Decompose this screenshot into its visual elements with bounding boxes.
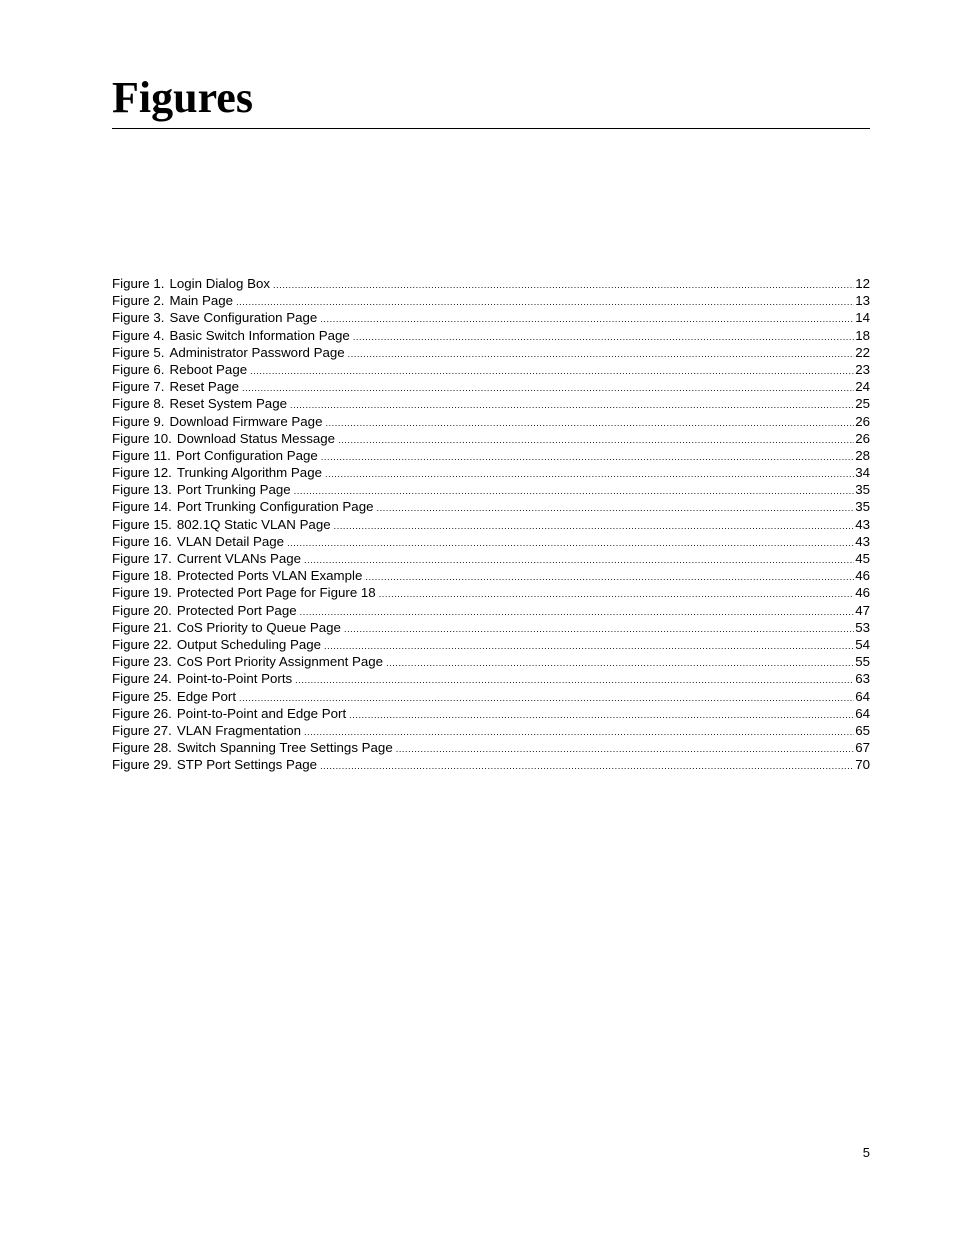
figure-list-item[interactable] bbox=[112, 361, 870, 378]
figure-list-item[interactable] bbox=[112, 653, 870, 670]
figure-number: Figure 20. bbox=[112, 602, 172, 618]
figure-list bbox=[112, 275, 870, 773]
figure-entry-text bbox=[112, 309, 317, 326]
figure-page-number: 34 bbox=[855, 465, 870, 481]
figure-number: Figure 22. bbox=[112, 636, 172, 652]
figure-number: Figure 18. bbox=[112, 568, 172, 584]
dot-leader bbox=[242, 380, 854, 397]
figure-page-number: 54 bbox=[855, 636, 870, 652]
figure-number: Figure 29. bbox=[112, 757, 172, 773]
figure-title: Reset System Page bbox=[169, 396, 287, 412]
figure-list-item[interactable] bbox=[112, 344, 870, 361]
figure-list-item[interactable] bbox=[112, 636, 870, 653]
figure-number: Figure 12. bbox=[112, 465, 172, 481]
figure-page-number: 14 bbox=[855, 310, 870, 326]
figure-page-number: 35 bbox=[855, 499, 870, 515]
dot-leader bbox=[324, 638, 854, 655]
dot-leader bbox=[396, 741, 854, 758]
dot-leader bbox=[250, 363, 854, 380]
dot-leader bbox=[321, 449, 854, 466]
dot-leader bbox=[290, 397, 854, 414]
figure-number: Figure 25. bbox=[112, 688, 172, 704]
figure-entry-text bbox=[112, 361, 247, 378]
figure-list-item[interactable] bbox=[112, 275, 870, 292]
figure-page-number: 46 bbox=[855, 568, 870, 584]
figure-number: Figure 24. bbox=[112, 671, 172, 687]
figure-entry-text bbox=[112, 481, 291, 498]
dot-leader bbox=[344, 621, 854, 638]
dot-leader bbox=[349, 707, 854, 724]
dot-leader bbox=[320, 311, 854, 328]
figure-entry-text bbox=[112, 447, 318, 464]
figure-list-item[interactable] bbox=[112, 584, 870, 601]
figure-page-number: 24 bbox=[855, 379, 870, 395]
figure-list-item[interactable] bbox=[112, 567, 870, 584]
figure-list-item[interactable] bbox=[112, 292, 870, 309]
dot-leader bbox=[334, 518, 855, 535]
figure-title: Reset Page bbox=[169, 379, 239, 395]
figure-list-item[interactable] bbox=[112, 705, 870, 722]
figure-page-number: 43 bbox=[855, 516, 870, 532]
dot-leader bbox=[377, 500, 855, 517]
figure-number: Figure 11. bbox=[112, 447, 171, 463]
figure-list-item[interactable] bbox=[112, 395, 870, 412]
figure-number: Figure 15. bbox=[112, 516, 172, 532]
figure-title: VLAN Detail Page bbox=[176, 533, 285, 549]
figure-number: Figure 6. bbox=[112, 361, 165, 377]
figure-page-number: 43 bbox=[855, 533, 870, 549]
figure-page-number: 47 bbox=[855, 602, 870, 618]
figure-entry-text bbox=[112, 344, 345, 361]
figure-entry-text bbox=[112, 739, 393, 756]
dot-leader bbox=[320, 758, 854, 775]
figure-title: Protected Ports VLAN Example bbox=[176, 568, 363, 584]
figure-page-number: 18 bbox=[855, 327, 870, 343]
dot-leader bbox=[287, 535, 854, 552]
figure-title: Switch Spanning Tree Settings Page bbox=[176, 740, 393, 756]
figure-page-number: 46 bbox=[855, 585, 870, 601]
figure-list-item[interactable] bbox=[112, 413, 870, 430]
figure-entry-text bbox=[112, 378, 239, 395]
figure-number: Figure 2. bbox=[112, 293, 165, 309]
figure-list-item[interactable] bbox=[112, 447, 870, 464]
dot-leader bbox=[353, 329, 854, 346]
dot-leader bbox=[325, 466, 854, 483]
figure-page-number: 13 bbox=[855, 293, 870, 309]
dot-leader bbox=[294, 483, 854, 500]
figure-title: 802.1Q Static VLAN Page bbox=[176, 516, 331, 532]
figure-entry-text bbox=[112, 722, 301, 739]
figure-title: Download Status Message bbox=[176, 430, 336, 446]
title-rule bbox=[112, 128, 870, 129]
figure-title: VLAN Fragmentation bbox=[176, 722, 302, 738]
figure-number: Figure 23. bbox=[112, 654, 172, 670]
figure-title: Save Configuration Page bbox=[169, 310, 318, 326]
figure-entry-text bbox=[112, 602, 297, 619]
figure-title: Port Trunking Configuration Page bbox=[176, 499, 374, 515]
figure-list-item[interactable] bbox=[112, 602, 870, 619]
figure-entry-text bbox=[112, 584, 376, 601]
dot-leader bbox=[348, 346, 855, 363]
figure-number: Figure 5. bbox=[112, 344, 165, 360]
figure-page-number: 45 bbox=[855, 551, 870, 566]
figure-title: Login Dialog Box bbox=[169, 276, 271, 291]
figure-entry-text bbox=[112, 688, 236, 705]
figure-title: Reboot Page bbox=[169, 361, 248, 377]
figure-title: Port Configuration Page bbox=[175, 447, 318, 463]
figure-entry-text bbox=[112, 756, 317, 773]
figure-page-number: 22 bbox=[855, 344, 870, 360]
figure-title: Protected Port Page for Figure 18 bbox=[176, 585, 376, 601]
figure-entry-text bbox=[112, 430, 335, 447]
dot-leader bbox=[304, 552, 854, 569]
figure-list-item[interactable] bbox=[112, 378, 870, 395]
dot-leader bbox=[295, 672, 854, 689]
figure-entry-text bbox=[112, 670, 292, 687]
figure-number: Figure 7. bbox=[112, 379, 165, 395]
figure-list-item[interactable] bbox=[112, 309, 870, 326]
figure-page-number: 65 bbox=[855, 722, 870, 738]
figure-entry-text bbox=[112, 619, 341, 636]
figure-list-item[interactable] bbox=[112, 688, 870, 705]
figure-entry-text bbox=[112, 498, 374, 515]
figure-list-item[interactable] bbox=[112, 481, 870, 498]
figure-title: Basic Switch Information Page bbox=[169, 327, 350, 343]
figure-title: Download Firmware Page bbox=[169, 413, 323, 429]
figure-number: Figure 21. bbox=[112, 619, 172, 635]
figure-page-number: 28 bbox=[855, 447, 870, 463]
figure-page-number: 12 bbox=[855, 276, 870, 291]
figure-entry-text bbox=[112, 705, 346, 722]
figure-number: Figure 14. bbox=[112, 499, 172, 515]
figure-page-number: 53 bbox=[855, 619, 870, 635]
figure-title: Edge Port bbox=[176, 688, 237, 704]
figure-page-number: 64 bbox=[855, 688, 870, 704]
figure-entry-text bbox=[112, 636, 321, 653]
figure-number: Figure 13. bbox=[112, 482, 172, 498]
figure-page-number: 26 bbox=[855, 413, 870, 429]
figure-list-item[interactable] bbox=[112, 739, 870, 756]
dot-leader bbox=[386, 655, 854, 672]
figure-page-number: 63 bbox=[855, 671, 870, 687]
figure-page-number: 23 bbox=[855, 361, 870, 377]
figure-page-number: 26 bbox=[855, 430, 870, 446]
figure-number: Figure 27. bbox=[112, 722, 172, 738]
figure-number: Figure 17. bbox=[112, 551, 172, 566]
figure-entry-text bbox=[112, 395, 287, 412]
figure-entry-text bbox=[112, 653, 383, 670]
figure-number: Figure 10. bbox=[112, 430, 172, 446]
figure-title: Point-to-Point and Edge Port bbox=[176, 705, 347, 721]
figure-number: Figure 26. bbox=[112, 705, 172, 721]
dot-leader bbox=[325, 415, 854, 432]
figure-list-item[interactable] bbox=[112, 550, 870, 567]
figure-number: Figure 16. bbox=[112, 533, 172, 549]
figure-list-item[interactable] bbox=[112, 464, 870, 481]
figure-number: Figure 19. bbox=[112, 585, 172, 601]
figure-title: Administrator Password Page bbox=[169, 344, 345, 360]
figure-number: Figure 1. bbox=[112, 276, 165, 291]
figure-list-item[interactable] bbox=[112, 619, 870, 636]
figure-page-number: 67 bbox=[855, 740, 870, 756]
figure-page-number: 55 bbox=[855, 654, 870, 670]
figure-list-item[interactable] bbox=[112, 430, 870, 447]
figure-title: Current VLANs Page bbox=[176, 551, 302, 566]
figure-entry-text bbox=[112, 327, 350, 344]
figure-title: Point-to-Point Ports bbox=[176, 671, 293, 687]
figure-title: CoS Port Priority Assignment Page bbox=[176, 654, 384, 670]
dot-leader bbox=[338, 432, 854, 449]
figure-title: Trunking Algorithm Page bbox=[176, 465, 322, 481]
figure-number: Figure 3. bbox=[112, 310, 165, 326]
figure-title: STP Port Settings Page bbox=[176, 757, 318, 773]
figure-list-item[interactable] bbox=[112, 516, 870, 533]
figure-entry-text bbox=[112, 550, 301, 567]
figure-entry-text bbox=[112, 567, 362, 584]
figure-page-number: 64 bbox=[855, 705, 870, 721]
figure-list-item[interactable] bbox=[112, 670, 870, 687]
figure-list-item[interactable] bbox=[112, 327, 870, 344]
figure-title: CoS Priority to Queue Page bbox=[176, 619, 341, 635]
figure-title: Protected Port Page bbox=[176, 602, 297, 618]
dot-leader bbox=[273, 277, 854, 294]
figure-number: Figure 8. bbox=[112, 396, 165, 412]
figure-list-item[interactable] bbox=[112, 533, 870, 550]
figure-entry-text bbox=[112, 464, 322, 481]
dot-leader bbox=[365, 569, 854, 586]
figure-page-number: 35 bbox=[855, 482, 870, 498]
figure-entry-text bbox=[112, 275, 270, 292]
figure-entry-text bbox=[112, 413, 322, 430]
figure-list-item[interactable] bbox=[112, 498, 870, 515]
figure-title: Output Scheduling Page bbox=[176, 636, 322, 652]
figure-title: Port Trunking Page bbox=[176, 482, 291, 498]
dot-leader bbox=[300, 604, 855, 621]
figure-number: Figure 4. bbox=[112, 327, 165, 343]
dot-leader bbox=[236, 294, 854, 311]
figure-page-number: 25 bbox=[855, 396, 870, 412]
figure-entry-text bbox=[112, 516, 331, 533]
dot-leader bbox=[379, 586, 855, 603]
figure-number: Figure 28. bbox=[112, 740, 172, 756]
page-title: Figures bbox=[112, 73, 253, 122]
figure-number: Figure 9. bbox=[112, 413, 165, 429]
figure-title: Main Page bbox=[169, 293, 234, 309]
figure-entry-text bbox=[112, 292, 233, 309]
figure-page-number: 70 bbox=[855, 757, 870, 773]
figure-entry-text bbox=[112, 533, 284, 550]
figure-list-item[interactable] bbox=[112, 722, 870, 739]
page-number: 5 bbox=[862, 1145, 870, 1160]
figure-list-item[interactable] bbox=[112, 756, 870, 773]
